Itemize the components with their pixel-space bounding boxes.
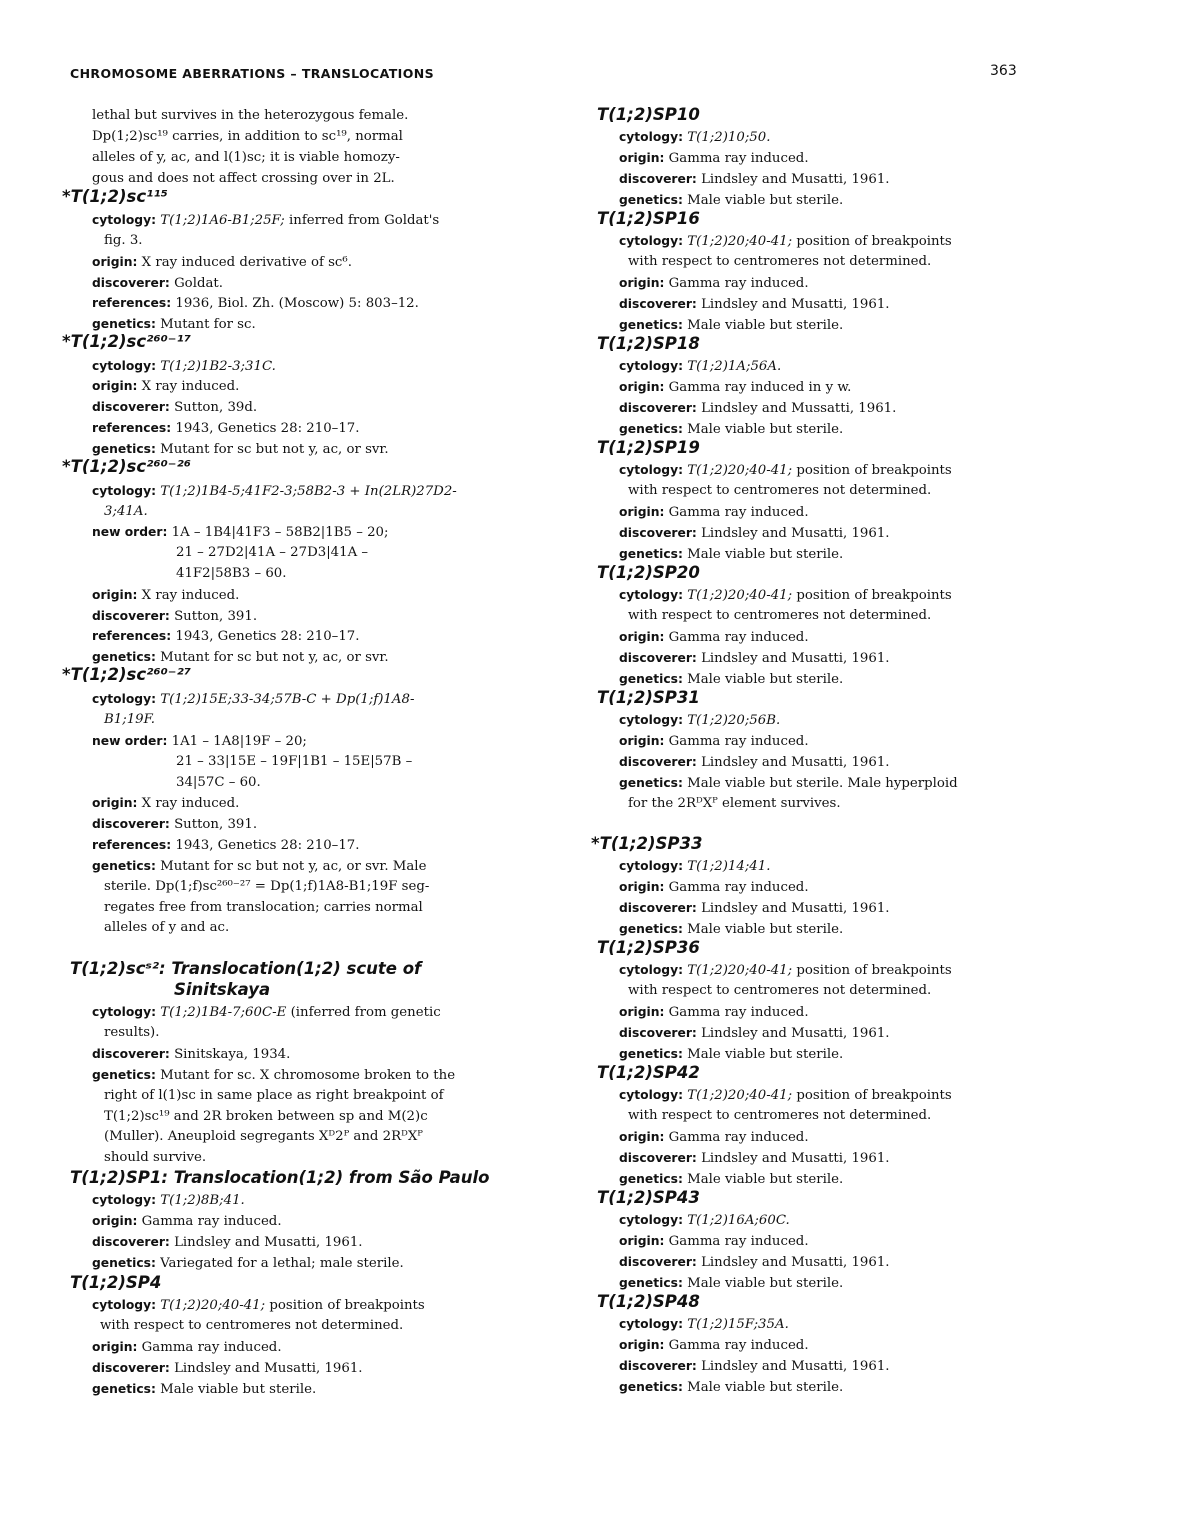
cytology-value: T(1;2)1B2-3;31C. [160, 359, 276, 374]
origin-value: Gamma ray induced. [141, 1340, 282, 1355]
origin-label: origin: [619, 151, 665, 165]
discoverer-label: discoverer: [619, 1151, 697, 1165]
new-order-line: 21 – 33|15E – 19F|1B1 – 15E|57B – [176, 754, 413, 769]
genetics-label: genetics: [619, 776, 683, 790]
genetics-continuation: alleles of y and ac. [104, 920, 230, 935]
cytology-label: cytology: [92, 359, 157, 373]
entry-title: T(1;2)SP4 [70, 1273, 162, 1292]
origin-value: Gamma ray induced. [668, 276, 809, 291]
cytology-line [619, 960, 952, 981]
discoverer-line [619, 648, 890, 669]
cytology-label: cytology: [92, 1298, 157, 1312]
discoverer-line [92, 397, 257, 418]
cytology-rest: position of breakpoints [796, 588, 952, 603]
new-order-value: 1A – 1B4|41F3 – 58B2|1B5 – 20; [171, 525, 389, 540]
entry-title: T(1;2)SP43 [597, 1188, 700, 1207]
genetics-label: genetics: [619, 318, 683, 332]
cytology-label: cytology: [619, 588, 684, 602]
discoverer-label: discoverer: [92, 817, 170, 831]
cytology-rest: position of breakpoints [796, 234, 952, 249]
intro-line: gous and does not affect crossing over in 2L. [92, 171, 395, 186]
cytology-line [92, 1190, 245, 1211]
references-value: 1943, Genetics 28: 210–17. [175, 629, 360, 644]
genetics-line [619, 773, 958, 794]
origin-label: origin: [619, 276, 665, 290]
entry-title: T(1;2)SP16 [597, 209, 700, 228]
cytology-value: T(1;2)16A;60C. [687, 1213, 790, 1228]
genetics-value: Male viable but sterile. [687, 672, 844, 687]
discoverer-line [92, 1358, 363, 1379]
origin-label: origin: [92, 255, 138, 269]
cytology-value: T(1;2)20;40-41; [687, 588, 793, 603]
cytology-line [619, 710, 780, 731]
discoverer-line [619, 523, 890, 544]
discoverer-value: Lindsley and Mussatti, 1961. [701, 401, 897, 416]
references-line [92, 418, 359, 439]
entry-title: T(1;2)SP48 [597, 1292, 700, 1311]
discoverer-label: discoverer: [92, 1361, 170, 1375]
genetics-label: genetics: [619, 193, 683, 207]
genetics-label: genetics: [619, 1047, 683, 1061]
genetics-value: Male viable but sterile. [687, 922, 844, 937]
genetics-label: genetics: [619, 1172, 683, 1186]
discoverer-line [92, 1044, 290, 1065]
origin-value: Gamma ray induced in y w. [668, 380, 852, 395]
new-order-line: 41F2|58B3 – 60. [176, 566, 287, 581]
discoverer-line [619, 898, 890, 919]
discoverer-label: discoverer: [619, 172, 697, 186]
discoverer-value: Lindsley and Musatti, 1961. [174, 1361, 363, 1376]
references-value: 1943, Genetics 28: 210–17. [175, 838, 360, 853]
running-title: CHROMOSOME ABERRATIONS – TRANSLOCATIONS [70, 66, 435, 81]
references-value: 1943, Genetics 28: 210–17. [175, 421, 360, 436]
origin-value: X ray induced. [141, 588, 240, 603]
cytology-value: T(1;2)20;40-41; [687, 1088, 793, 1103]
discoverer-value: Lindsley and Musatti, 1961. [174, 1235, 363, 1250]
genetics-label: genetics: [92, 442, 156, 456]
discoverer-value: Lindsley and Musatti, 1961. [701, 1151, 890, 1166]
discoverer-label: discoverer: [619, 526, 697, 540]
cytology-rest: position of breakpoints [796, 963, 952, 978]
cytology-label: cytology: [92, 213, 157, 227]
origin-label: origin: [92, 1340, 138, 1354]
origin-label: origin: [619, 1234, 665, 1248]
genetics-label: genetics: [619, 1276, 683, 1290]
cytology-label: cytology: [619, 463, 684, 477]
genetics-value: Male viable but sterile. [687, 547, 844, 562]
origin-value: Gamma ray induced. [668, 630, 809, 645]
discoverer-label: discoverer: [619, 401, 697, 415]
cytology-value: T(1;2)1B4-7;60C-E [160, 1005, 287, 1020]
entry-title: T(1;2)SP36 [597, 938, 700, 957]
genetics-label: genetics: [92, 317, 156, 331]
cytology-rest: position of breakpoints [269, 1298, 425, 1313]
origin-label: origin: [619, 630, 665, 644]
genetics-label: genetics: [619, 1380, 683, 1394]
discoverer-value: Sutton, 39d. [174, 400, 258, 415]
cytology-continuation: with respect to centromeres not determined. [628, 483, 932, 498]
cytology-line [619, 231, 952, 252]
discoverer-label: discoverer: [92, 400, 170, 414]
origin-line [619, 877, 809, 898]
cytology-continuation: fig. 3. [104, 233, 143, 248]
origin-label: origin: [619, 1130, 665, 1144]
new-order-value: 1A1 – 1A8|19F – 20; [171, 734, 307, 749]
discoverer-line [619, 169, 890, 190]
origin-line [92, 252, 352, 273]
cytology-line [92, 356, 276, 377]
new-order-label: new order: [92, 525, 168, 539]
discoverer-label: discoverer: [619, 1359, 697, 1373]
discoverer-line [92, 606, 257, 627]
genetics-value: Male viable but sterile. [687, 1047, 844, 1062]
origin-label: origin: [92, 588, 138, 602]
origin-line [619, 731, 809, 752]
entry-title: *T(1;2)sc²⁶⁰⁻²⁷ [62, 665, 191, 684]
discoverer-line [619, 1356, 890, 1377]
entry-title: T(1;2)SP19 [597, 438, 700, 457]
origin-line [92, 793, 239, 814]
cytology-line [92, 689, 414, 710]
cytology-label: cytology: [619, 1088, 684, 1102]
genetics-continuation: sterile. Dp(1;f)sc²⁶⁰⁻²⁷ = Dp(1;f)1A8-B1;19F seg- [104, 879, 430, 894]
intro-line: lethal but survives in the heterozygous female. [92, 108, 409, 123]
cytology-line [92, 1002, 441, 1023]
discoverer-label: discoverer: [92, 609, 170, 623]
genetics-label: genetics: [619, 672, 683, 686]
origin-value: Gamma ray induced. [668, 880, 809, 895]
genetics-label: genetics: [92, 1256, 156, 1270]
cytology-value: T(1;2)14;41. [687, 859, 771, 874]
cytology-label: cytology: [619, 859, 684, 873]
cytology-continuation: with respect to centromeres not determined. [628, 1108, 932, 1123]
cytology-label: cytology: [619, 359, 684, 373]
discoverer-value: Lindsley and Musatti, 1961. [701, 1026, 890, 1041]
genetics-line [619, 1377, 843, 1398]
genetics-value: Variegated for a lethal; male sterile. [160, 1256, 404, 1271]
genetics-line [92, 856, 426, 877]
origin-label: origin: [619, 505, 665, 519]
discoverer-value: Sutton, 391. [174, 817, 258, 832]
discoverer-line [619, 1252, 890, 1273]
origin-value: X ray induced derivative of sc⁶. [141, 255, 352, 270]
cytology-label: cytology: [619, 130, 684, 144]
discoverer-label: discoverer: [92, 276, 170, 290]
origin-line [619, 273, 809, 294]
discoverer-label: discoverer: [619, 1026, 697, 1040]
origin-line [619, 377, 851, 398]
cytology-label: cytology: [619, 713, 684, 727]
entry-title-continuation: Sinitskaya [174, 980, 271, 999]
references-value: 1936, Biol. Zh. (Moscow) 5: 803–12. [175, 296, 419, 311]
origin-label: origin: [92, 796, 138, 810]
cytology-line [619, 1314, 789, 1335]
cytology-rest: position of breakpoints [796, 463, 952, 478]
origin-line [619, 1002, 809, 1023]
discoverer-value: Sutton, 391. [174, 609, 258, 624]
discoverer-value: Goldat. [174, 276, 223, 291]
genetics-value: Male viable but sterile. [687, 1380, 844, 1395]
genetics-line [92, 1065, 455, 1086]
discoverer-value: Lindsley and Musatti, 1961. [701, 651, 890, 666]
origin-line [92, 1211, 282, 1232]
references-label: references: [92, 421, 172, 435]
discoverer-label: discoverer: [92, 1235, 170, 1249]
origin-line [619, 1335, 809, 1356]
entry-title: T(1;2)SP20 [597, 563, 700, 582]
cytology-value: T(1;2)20;56B. [687, 713, 781, 728]
entry-title: T(1;2)scˢ²: Translocation(1;2) scute of [70, 959, 422, 978]
new-order-line: 21 – 27D2|41A – 27D3|41A – [176, 545, 369, 560]
cytology-line [619, 127, 770, 148]
origin-label: origin: [92, 1214, 138, 1228]
cytology-value: T(1;2)1B4-5;41F2-3;58B2-3 + In(2LR)27D2- [160, 484, 457, 499]
cytology-continuation: results). [104, 1025, 160, 1040]
discoverer-value: Lindsley and Musatti, 1961. [701, 901, 890, 916]
origin-label: origin: [619, 1005, 665, 1019]
genetics-continuation: should survive. [104, 1150, 207, 1165]
references-line [92, 835, 359, 856]
origin-line [619, 627, 809, 648]
entry-title: T(1;2)SP10 [597, 105, 700, 124]
origin-value: X ray induced. [141, 379, 240, 394]
genetics-value: Mutant for sc. X chromosome broken to the [160, 1068, 456, 1083]
cytology-label: cytology: [619, 234, 684, 248]
discoverer-label: discoverer: [619, 901, 697, 915]
discoverer-label: discoverer: [619, 297, 697, 311]
cytology-line [619, 585, 952, 606]
discoverer-value: Sinitskaya, 1934. [174, 1047, 291, 1062]
entry-title: T(1;2)SP18 [597, 334, 700, 353]
entry-title: *T(1;2)sc²⁶⁰⁻²⁶ [62, 457, 191, 476]
origin-label: origin: [619, 880, 665, 894]
genetics-label: genetics: [619, 922, 683, 936]
cytology-value: T(1;2)20;40-41; [687, 234, 793, 249]
cytology-continuation: with respect to centromeres not determined. [628, 983, 932, 998]
origin-line [619, 1231, 809, 1252]
page-number: 363 [990, 63, 1017, 79]
genetics-value: Mutant for sc but not y, ac, or svr. Male [160, 859, 427, 874]
discoverer-line [92, 273, 223, 294]
genetics-value: Male viable but sterile. [687, 422, 844, 437]
discoverer-value: Lindsley and Musatti, 1961. [701, 172, 890, 187]
discoverer-label: discoverer: [619, 755, 697, 769]
genetics-label: genetics: [92, 859, 156, 873]
cytology-rest: inferred from Goldat's [289, 213, 440, 228]
discoverer-line [619, 398, 896, 419]
discoverer-line [619, 294, 890, 315]
cytology-continuation: B1;19F. [104, 712, 156, 727]
intro-line: alleles of y, ac, and l(1)sc; it is viable homozy- [92, 150, 400, 165]
origin-value: Gamma ray induced. [668, 1338, 809, 1353]
new-order-line [92, 731, 307, 752]
origin-line [92, 585, 239, 606]
cytology-line [619, 460, 952, 481]
genetics-continuation: right of l(1)sc in same place as right breakpoint of [104, 1088, 444, 1103]
cytology-continuation: with respect to centromeres not determined. [100, 1318, 404, 1333]
origin-line [619, 1127, 809, 1148]
discoverer-label: discoverer: [619, 651, 697, 665]
new-order-label: new order: [92, 734, 168, 748]
discoverer-line [619, 1148, 890, 1169]
cytology-rest: (inferred from genetic [290, 1005, 441, 1020]
discoverer-label: discoverer: [92, 1047, 170, 1061]
cytology-rest: position of breakpoints [796, 1088, 952, 1103]
entry-title: *T(1;2)sc¹¹⁵ [62, 187, 168, 206]
entry-title: T(1;2)SP31 [597, 688, 700, 707]
cytology-continuation: with respect to centromeres not determined. [628, 608, 932, 623]
origin-label: origin: [619, 380, 665, 394]
cytology-continuation: with respect to centromeres not determined. [628, 254, 932, 269]
genetics-value: Mutant for sc. [160, 317, 256, 332]
cytology-line [92, 1295, 425, 1316]
cytology-value: T(1;2)20;40-41; [687, 463, 793, 478]
intro-line: Dp(1;2)sc¹⁹ carries, in addition to sc¹⁹, normal [92, 129, 403, 144]
cytology-value: T(1;2)8B;41. [160, 1193, 245, 1208]
new-order-line [92, 522, 388, 543]
cytology-line [619, 1085, 952, 1106]
cytology-value: T(1;2)1A;56A. [687, 359, 782, 374]
origin-line [92, 1337, 282, 1358]
cytology-line [619, 356, 781, 377]
genetics-value: Male viable but sterile. [687, 1172, 844, 1187]
genetics-continuation: T(1;2)sc¹⁹ and 2R broken between sp and M(2)c [104, 1109, 428, 1124]
discoverer-value: Lindsley and Musatti, 1961. [701, 297, 890, 312]
origin-value: X ray induced. [141, 796, 240, 811]
cytology-label: cytology: [92, 692, 157, 706]
origin-value: Gamma ray induced. [668, 1130, 809, 1145]
cytology-label: cytology: [92, 1005, 157, 1019]
cytology-value: T(1;2)20;40-41; [160, 1298, 266, 1313]
cytology-label: cytology: [619, 1213, 684, 1227]
genetics-value: Male viable but sterile. Male hyperploid [687, 776, 958, 791]
genetics-continuation: (Muller). Aneuploid segregants Xᴰ2ᴾ and 2RᴰXᴾ [104, 1129, 423, 1144]
cytology-line [92, 210, 439, 231]
origin-value: Gamma ray induced. [668, 734, 809, 749]
entry-title: T(1;2)SP42 [597, 1063, 700, 1082]
genetics-value: Mutant for sc but not y, ac, or svr. [160, 650, 389, 665]
references-label: references: [92, 838, 172, 852]
genetics-continuation: regates free from translocation; carries normal [104, 900, 423, 915]
discoverer-label: discoverer: [619, 1255, 697, 1269]
cytology-value: T(1;2)10;50. [687, 130, 771, 145]
references-label: references: [92, 629, 172, 643]
origin-value: Gamma ray induced. [668, 1234, 809, 1249]
origin-value: Gamma ray induced. [141, 1214, 282, 1229]
genetics-label: genetics: [619, 422, 683, 436]
cytology-value: T(1;2)15E;33-34;57B-C + Dp(1;f)1A8- [160, 692, 415, 707]
cytology-line [619, 856, 770, 877]
cytology-line [92, 481, 457, 502]
entry-title: *T(1;2)sc²⁶⁰⁻¹⁷ [62, 332, 191, 351]
origin-line [619, 148, 809, 169]
origin-value: Gamma ray induced. [668, 151, 809, 166]
references-line [92, 626, 359, 647]
genetics-label: genetics: [92, 1068, 156, 1082]
genetics-line [92, 1379, 316, 1400]
entry-title: T(1;2)SP1: Translocation(1;2) from São Paulo [70, 1168, 490, 1187]
genetics-value: Male viable but sterile. [687, 1276, 844, 1291]
origin-line [92, 376, 239, 397]
genetics-line [92, 1253, 404, 1274]
cytology-label: cytology: [92, 1193, 157, 1207]
genetics-label: genetics: [92, 1382, 156, 1396]
discoverer-value: Lindsley and Musatti, 1961. [701, 1359, 890, 1374]
cytology-label: cytology: [619, 963, 684, 977]
origin-value: Gamma ray induced. [668, 1005, 809, 1020]
cytology-line [619, 1210, 790, 1231]
discoverer-line [619, 752, 890, 773]
cytology-value: T(1;2)1A6-B1;25F; [160, 213, 285, 228]
entry-title: *T(1;2)SP33 [591, 834, 703, 853]
origin-label: origin: [619, 1338, 665, 1352]
cytology-value: T(1;2)20;40-41; [687, 963, 793, 978]
discoverer-line [92, 814, 257, 835]
discoverer-line [619, 1023, 890, 1044]
discoverer-value: Lindsley and Musatti, 1961. [701, 1255, 890, 1270]
genetics-value: Male viable but sterile. [687, 318, 844, 333]
cytology-label: cytology: [619, 1317, 684, 1331]
genetics-continuation: for the 2RᴰXᴾ element survives. [628, 796, 841, 811]
references-line [92, 293, 419, 314]
genetics-label: genetics: [92, 650, 156, 664]
genetics-value: Male viable but sterile. [687, 193, 844, 208]
cytology-continuation: 3;41A. [104, 504, 148, 519]
genetics-label: genetics: [619, 547, 683, 561]
genetics-value: Male viable but sterile. [160, 1382, 317, 1397]
discoverer-line [92, 1232, 363, 1253]
new-order-line: 34|57C – 60. [176, 775, 261, 790]
discoverer-value: Lindsley and Musatti, 1961. [701, 755, 890, 770]
genetics-value: Mutant for sc but not y, ac, or svr. [160, 442, 389, 457]
origin-label: origin: [619, 734, 665, 748]
references-label: references: [92, 296, 172, 310]
origin-line [619, 502, 809, 523]
cytology-value: T(1;2)15F;35A. [687, 1317, 789, 1332]
origin-value: Gamma ray induced. [668, 505, 809, 520]
origin-label: origin: [92, 379, 138, 393]
discoverer-value: Lindsley and Musatti, 1961. [701, 526, 890, 541]
cytology-label: cytology: [92, 484, 157, 498]
